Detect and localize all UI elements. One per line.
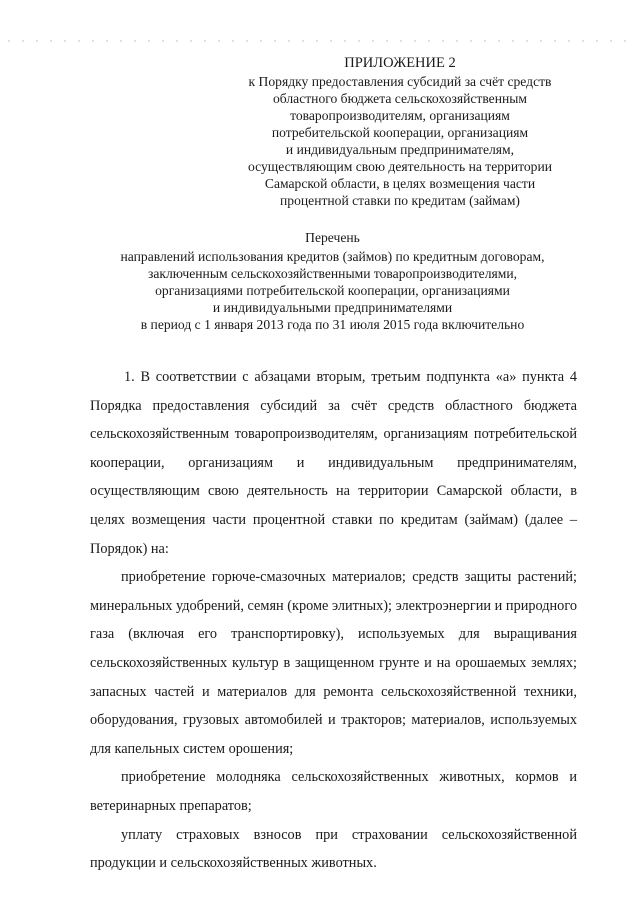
body-paragraph: 1. В соответствии с абзацами вторым, третьим подпункта «а» пункта 4 Порядка предоставления субсидий за счёт средств областного бюджета сельскохозяйственным товаропроизводителям, организациям потребительской кооперации, организациям и индивидуальным предпринимателям, осуществляющим свою деятельность на территории Самарской области, в целях возмещения части процентной ставки по кредитам (займам) (далее – Порядок) на:: [90, 369, 577, 557]
annex-line: к Порядку предоставления субсидий за счёт средств: [248, 74, 552, 89]
body-paragraph: приобретение молодняка сельскохозяйственных животных, кормов и ветеринарных препаратов;: [90, 769, 577, 814]
list-title-line: и индивидуальными предпринимателями: [212, 300, 453, 315]
list-title: [60, 229, 605, 333]
list-title-line: заключенным сельскохозяйственными товаропроизводителями,: [147, 266, 518, 281]
list-title-line: в период с 1 января 2013 года по 31 июля 2015 года включительно: [140, 317, 525, 332]
annex-line: потребительской кооперации, организациям: [271, 125, 529, 140]
annex-line: товаропроизводителям, организациям: [290, 108, 510, 123]
scan-artifact: [8, 40, 628, 42]
annex-title: ПРИЛОЖЕНИЕ 2: [344, 55, 456, 71]
body-paragraph: приобретение горюче-смазочных материалов; средств защиты растений; минеральных удобрений, семян (кроме элитных); электроэнергии и природного газа (включая его транспортировку), используемых для выращивания сельскохозяйственных культур в защищенном грунте и на орошаемых землях; запасных частей и материалов для ремонта сельскохозяйственной техники, оборудования, грузовых автомобилей и тракторов; материалов, используемых для капельных систем орошения;: [90, 569, 577, 757]
annex-header: [200, 55, 600, 209]
annex-line: Самарской области, в целях возмещения части: [264, 176, 536, 191]
list-heading: Перечень: [305, 230, 360, 245]
list-title-line: направлений использования кредитов (займов) по кредитным договорам,: [120, 249, 545, 264]
body-text: [90, 363, 577, 878]
annex-line: и индивидуальным предпринимателям,: [285, 142, 515, 157]
annex-line: процентной ставки по кредитам (займам): [280, 193, 520, 208]
annex-line: областного бюджета сельскохозяйственным: [273, 91, 527, 106]
body-paragraph: уплату страховых взносов при страховании сельскохозяйственной продукции и сельскохозяйственных животных.: [90, 826, 577, 872]
list-title-line: организациями потребительской кооперации, организациями: [155, 283, 510, 298]
annex-line: осуществляющим свою деятельность на территории: [247, 159, 553, 174]
